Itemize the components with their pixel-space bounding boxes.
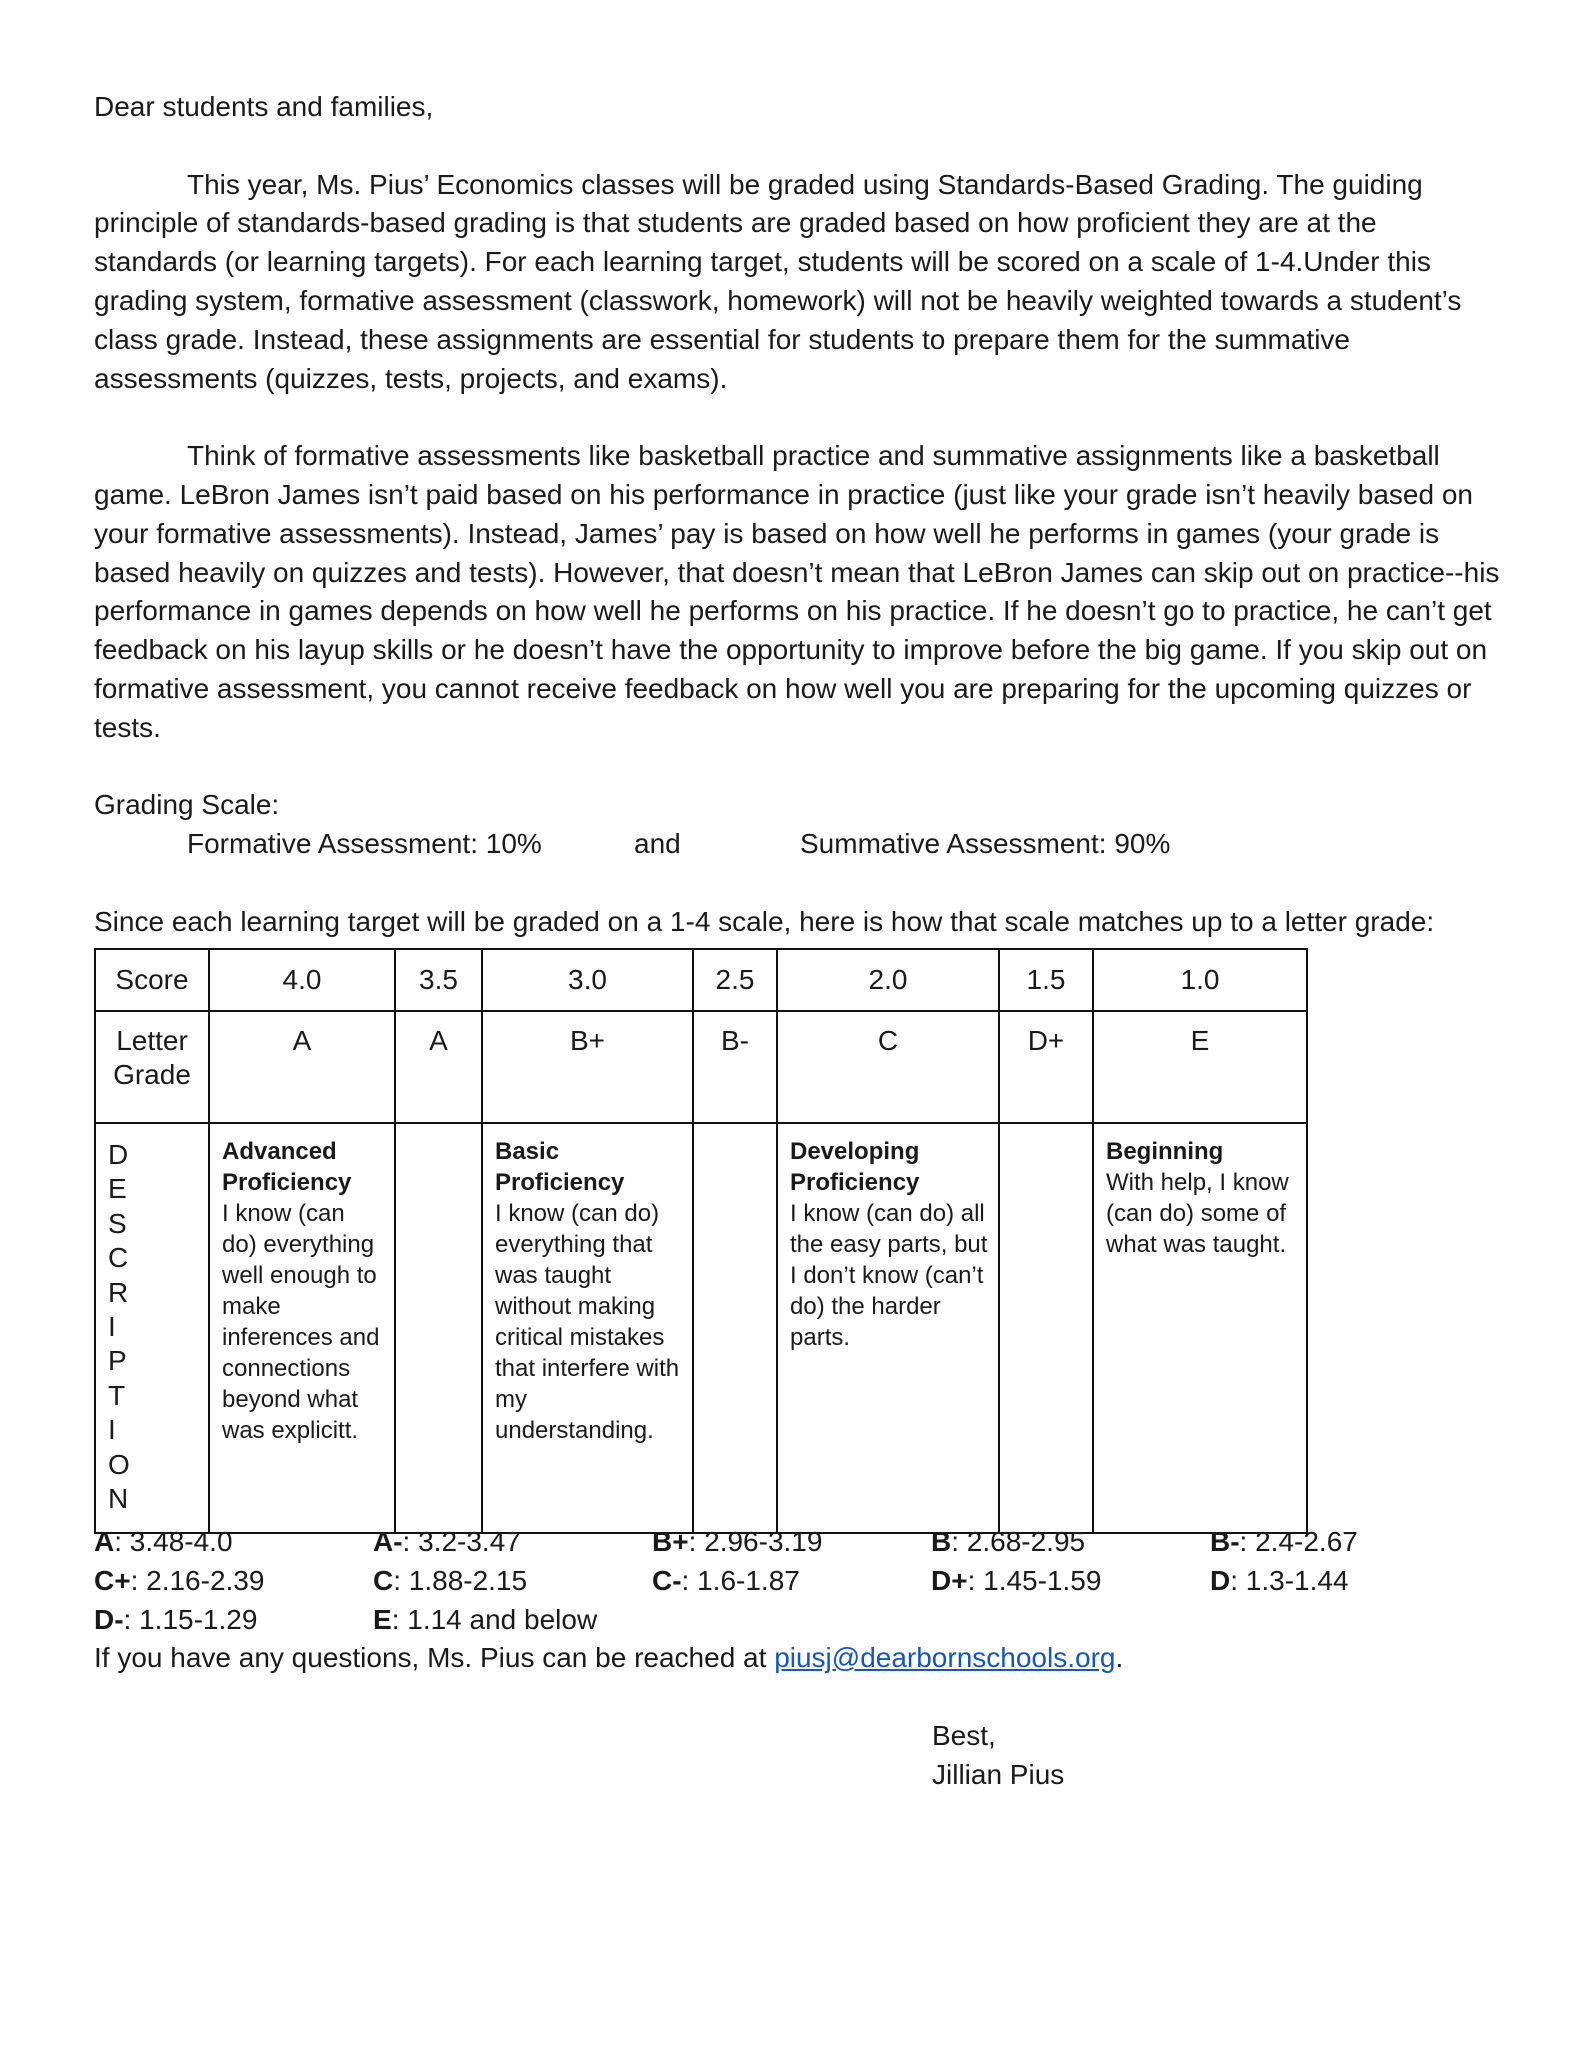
greeting: Dear students and families, (94, 91, 434, 122)
cutoff-range: : 2.16-2.39 (130, 1565, 265, 1596)
description-cell (693, 1123, 777, 1533)
cutoff-range: : 1.6-1.87 (681, 1565, 800, 1596)
score-cell: 3.5 (395, 949, 482, 1011)
description-text: I know (can do) everything that was taught without making critical mistakes that interfere with my understanding. (495, 1200, 680, 1444)
cutoff-range: : 1.88-2.15 (393, 1565, 528, 1596)
cutoff-item (931, 1561, 1101, 1600)
description-title: Advanced Proficiency (222, 1138, 352, 1196)
score-cell: 2.5 (693, 949, 777, 1011)
contact-end: . (1115, 1642, 1124, 1673)
cutoff-range: : 2.96-3.19 (688, 1526, 823, 1557)
description-label-letter: S (108, 1207, 127, 1239)
description-label-letter: P (108, 1345, 127, 1377)
letter-cell: C (777, 1011, 999, 1123)
description-text: I know (can do) everything well enough to make inferences and connections beyond what was explicitt. (222, 1200, 380, 1444)
signature-name: Jillian Pius (932, 1759, 1065, 1790)
description-title: Basic Proficiency (495, 1138, 625, 1196)
cutoff-grade: E (373, 1604, 392, 1635)
cutoff-range: : 1.14 and below (391, 1604, 598, 1635)
cutoff-range: : 3.48-4.0 (114, 1526, 233, 1557)
letter-cell: D+ (999, 1011, 1093, 1123)
description-cell (1093, 1123, 1307, 1533)
description-cell (482, 1123, 693, 1533)
cutoff-grade: A (94, 1526, 115, 1557)
grade-scale-table (94, 948, 1308, 1534)
and-label: and (634, 828, 681, 860)
cutoff-grade: B (931, 1526, 952, 1557)
description-label-letter: I (108, 1414, 116, 1446)
signature-block (932, 1716, 1064, 1794)
cutoff-range: : 2.68-2.95 (951, 1526, 1086, 1557)
cutoff-grade: C- (652, 1565, 682, 1596)
description-label-letter: N (108, 1483, 129, 1515)
score-label: Score (95, 949, 209, 1011)
grading-scale-weights (94, 825, 1504, 864)
description-title: Beginning (1106, 1138, 1224, 1165)
letter-grade-row (95, 1011, 1307, 1123)
description-label-letter: T (108, 1379, 126, 1411)
cutoff-row (94, 1522, 1504, 1561)
cutoff-item (652, 1522, 822, 1561)
grading-scale-heading: Grading Scale: (94, 789, 280, 821)
table-intro: Since each learning target will be graded on a 1-4 scale, here is how that scale matches up to a letter grade: (94, 905, 1435, 937)
summative-weight: Summative Assessment: 90% (800, 828, 1171, 860)
cutoff-item (373, 1561, 527, 1600)
email-link[interactable]: piusj@dearbornschools.org (774, 1642, 1116, 1673)
description-cell (395, 1123, 482, 1533)
cutoff-item (931, 1522, 1085, 1561)
cutoff-range: : 2.4-2.67 (1239, 1526, 1358, 1557)
cutoff-item (94, 1522, 233, 1561)
letter-cell: B+ (482, 1011, 693, 1123)
description-label (95, 1123, 209, 1533)
cutoff-item (373, 1522, 521, 1561)
cutoff-range: : 3.2-3.47 (402, 1526, 521, 1557)
contact-line (94, 1638, 1123, 1677)
cutoff-grade: C (373, 1565, 394, 1596)
cutoff-range: : 1.45-1.59 (967, 1565, 1102, 1596)
description-label-letter: R (108, 1276, 129, 1308)
cutoff-grade: B+ (652, 1526, 689, 1557)
description-text: I know (can do) all the easy parts, but I don’t know (can’t do) the harder parts. (790, 1200, 988, 1351)
grade-cutoffs (94, 1522, 1504, 1639)
cutoff-grade: C+ (94, 1565, 131, 1596)
letter-cell: A (209, 1011, 395, 1123)
formative-weight: Formative Assessment: 10% (187, 828, 542, 860)
cutoff-item (94, 1561, 264, 1600)
score-cell: 1.5 (999, 949, 1093, 1011)
cutoff-item (94, 1600, 257, 1639)
cutoff-grade: D+ (931, 1565, 968, 1596)
letter-grade-label: Letter Grade (95, 1011, 209, 1123)
cutoff-item (1210, 1561, 1349, 1600)
score-cell: 1.0 (1093, 949, 1307, 1011)
cutoff-grade: D (1210, 1565, 1231, 1596)
score-cell: 3.0 (482, 949, 693, 1011)
cutoff-item (1210, 1522, 1358, 1561)
letter-cell: A (395, 1011, 482, 1123)
letter-cell: E (1093, 1011, 1307, 1123)
description-title: Developing Proficiency (790, 1138, 920, 1196)
cutoff-item (652, 1561, 800, 1600)
description-cell (209, 1123, 395, 1533)
description-text: With help, I know (can do) some of what was taught. (1106, 1169, 1289, 1258)
closing-salutation: Best, (932, 1720, 996, 1751)
cutoff-grade: B- (1210, 1526, 1240, 1557)
cutoff-row (94, 1600, 1504, 1639)
description-cell (777, 1123, 999, 1533)
description-label-letter: C (108, 1242, 129, 1274)
cutoff-grade: A- (373, 1526, 403, 1557)
cutoff-row (94, 1561, 1504, 1600)
description-label-letter: E (108, 1173, 127, 1205)
letter-cell: B- (693, 1011, 777, 1123)
description-label-letter: O (108, 1448, 130, 1480)
cutoff-grade: D- (94, 1604, 124, 1635)
paragraph-grading-intro: This year, Ms. Pius’ Economics classes will be graded using Standards-Based Grading. The guiding principle of standards-based grading is that students are graded based on how proficient they are at the standards (or learning targets). For each learning target, students will be scored on a scale of 1-4.Under this grading system, formative assessment (classwork, homework) will not be heavily weighted towards a student’s class grade. Instead, these assignments are essential for students to prepare them for the summative assessments (quizzes, tests, projects, and exams). (94, 168, 1462, 394)
score-cell: 4.0 (209, 949, 395, 1011)
contact-text: If you have any questions, Ms. Pius can be reached at (94, 1642, 775, 1673)
description-row (95, 1123, 1307, 1533)
description-label-letter: D (108, 1139, 129, 1170)
description-label-letter: I (108, 1311, 116, 1343)
paragraph-basketball-analogy: Think of formative assessments like basketball practice and summative assignments like a basketball game. LeBron James isn’t paid based on his performance in practice (just like your grade isn’t heavily based on your formative assessments). Instead, James’ pay is based on how well he performs in games (your grade is based heavily on quizzes and tests). However, that doesn’t mean that LeBron James can skip out on practice--his performance in games depends on how well he performs on his practice. If he doesn’t go to practice, he can’t get feedback on his layup skills or he doesn’t have the opportunity to improve before the big game. If you skip out on formative assessment, you cannot receive feedback on how well you are preparing for the upcoming quizzes or tests. (94, 440, 1500, 743)
cutoff-item (373, 1600, 597, 1639)
cutoff-range: : 1.3-1.44 (1230, 1565, 1349, 1596)
cutoff-range: : 1.15-1.29 (123, 1604, 258, 1635)
score-row (95, 949, 1307, 1011)
score-cell: 2.0 (777, 949, 999, 1011)
letter-body (94, 88, 1504, 942)
description-cell (999, 1123, 1093, 1533)
